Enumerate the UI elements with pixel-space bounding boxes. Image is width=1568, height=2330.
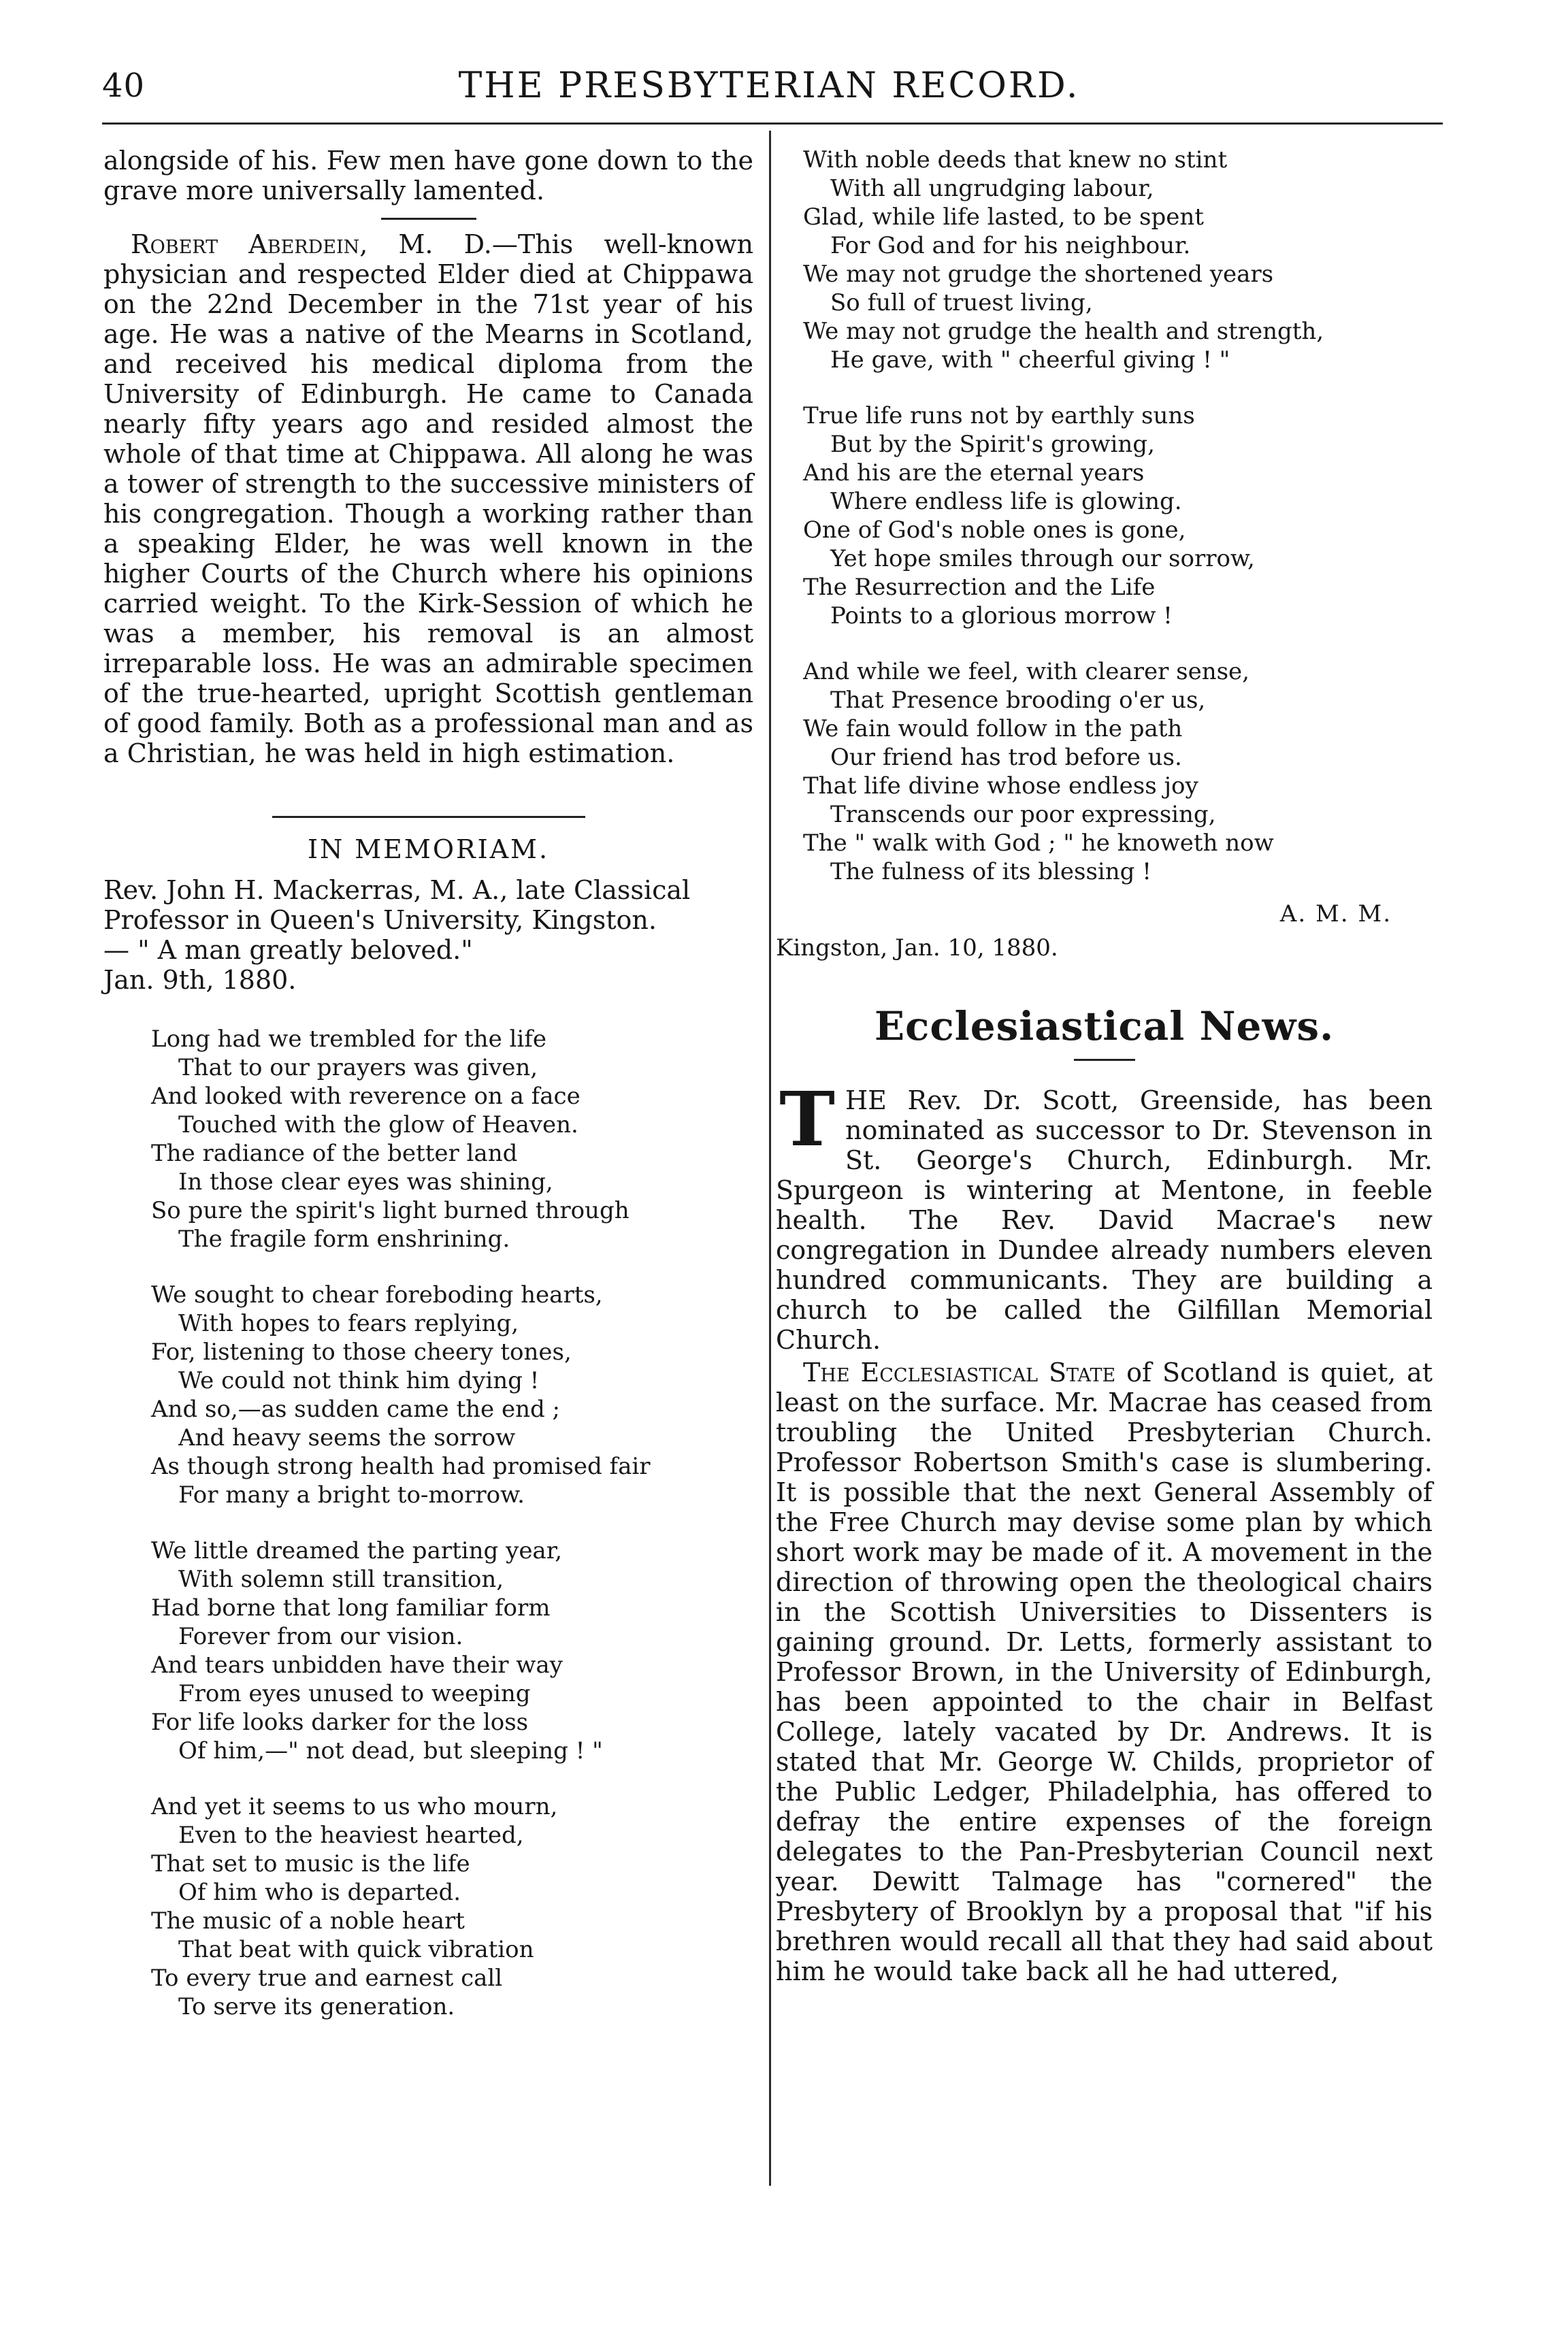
poem-line: To serve its generation. [178, 1993, 455, 2020]
poem-line: He gave, with " cheerful giving ! " [830, 346, 1230, 374]
poem-line: In those clear eyes was shining, [178, 1168, 553, 1196]
poem-line: The Resurrection and the Life [803, 574, 1156, 601]
left-column [103, 146, 753, 2021]
poem-line: With noble deeds that knew no stint [803, 146, 1228, 174]
poem-signature: A. M. M. [1279, 900, 1392, 928]
running-title: THE PRESBYTERIAN RECORD. [458, 65, 1080, 106]
page-number: 40 [102, 67, 146, 105]
poem-stanza [151, 1537, 753, 1765]
poem-line: For life looks darker for the loss [151, 1709, 529, 1736]
memoriam-quote: — " A man greatly beloved." [103, 935, 473, 965]
poem-line: For many a bright to-morrow. [178, 1481, 525, 1509]
header-rule [102, 122, 1443, 125]
news-heading: Ecclesiastical News. [874, 1003, 1335, 1049]
poem-line: The fulness of its blessing ! [830, 858, 1152, 885]
poem-line: With solemn still transition, [178, 1566, 504, 1593]
poem-line: And while we feel, with clearer sense, [803, 658, 1250, 685]
news-lead: The Ecclesiastical State [803, 1358, 1116, 1388]
poem-line: That set to music is the life [151, 1850, 470, 1877]
continued-paragraph: alongside of his. Few men have gone down to the grave more universally lamented. [103, 146, 753, 206]
poem-line: Had borne that long familiar form [151, 1594, 551, 1622]
poem-line: Even to the heaviest hearted, [178, 1822, 524, 1849]
poem-line: The fragile form enshrining. [178, 1226, 510, 1253]
poem-line: We may not grudge the shortened years [803, 261, 1274, 288]
poem-line: Transcends our poor expressing, [830, 801, 1216, 828]
poem-line: That beat with quick vibration [178, 1936, 534, 1963]
column-divider [769, 131, 771, 2186]
ecclesiastical-news [776, 1075, 1433, 1986]
right-column [776, 146, 1433, 1986]
poem-line: With hopes to fears replying, [178, 1310, 519, 1337]
poem-line: And his are the eternal years [803, 459, 1145, 487]
poem-line: We could not think him dying ! [178, 1367, 540, 1394]
poem-line: Long had we trembled for the life [151, 1025, 546, 1053]
memoriam-subject-line: Professor in Queen's University, Kingston. [103, 905, 657, 935]
poem-line: And yet it seems to us who mourn, [151, 1793, 558, 1820]
news-paragraph [776, 1075, 1433, 1355]
obituary-text: —This well-known physician and respected Elder died at Chippawa on the 22nd December in the 71st year of his age. He was a native of the Mearns in Scotland, and received his medical diploma from the University of Edinburgh. He came to Canada nearly fifty years ago and resided almost the whole of that time at Chippawa. All along he was a tower of strength to the successive ministers of his congregation. Though a working rather than a speaking Elder, he was well known in the higher Courts of the Church where his opinions carried weight. To the Kirk-Session of which he was a member, his removal is an almost irreparable loss. He was an admirable specimen of the true-hearted, upright Scottish gentleman of good family. Both as a professional man and as a Christian, he was held in high estimation. [103, 229, 753, 768]
poem-line: Our friend has trod before us. [830, 744, 1182, 771]
poem-line: And looked with reverence on a face [151, 1083, 581, 1110]
page-header [95, 63, 1443, 112]
poem-stanza [803, 146, 1433, 374]
poem-line: To every true and earnest call [151, 1965, 503, 1992]
poem-stanza [803, 657, 1433, 886]
poem-line: For God and for his neighbour. [830, 232, 1191, 259]
poem-line: We may not grudge the health and strength, [803, 318, 1324, 345]
poem-line: And heavy seems the sorrow [178, 1424, 516, 1451]
section-divider [381, 218, 476, 220]
poem-stanza [803, 401, 1433, 630]
poem-line: Glad, while life lasted, to be spent [803, 203, 1204, 231]
poem-line: One of God's noble ones is gone, [803, 516, 1186, 544]
poem-line: Of him who is departed. [178, 1879, 461, 1906]
poem-line: The music of a noble heart [151, 1907, 465, 1935]
poem-place-date: Kingston, Jan. 10, 1880. [776, 934, 1058, 962]
poem-line: The " walk with God ; " he knoweth now [803, 830, 1274, 857]
poem-line: The radiance of the better land [151, 1140, 518, 1167]
poem-line: That life divine whose endless joy [803, 772, 1198, 800]
poem-line: Where endless life is glowing. [830, 488, 1182, 515]
poem-line: Yet hope smiles through our sorrow, [830, 545, 1255, 572]
poem-line: True life runs not by earthly suns [803, 402, 1195, 429]
poem-line: And tears unbidden have their way [151, 1652, 563, 1679]
obituary-paragraph [103, 229, 753, 768]
poem-line: So full of truest living, [830, 289, 1093, 316]
section-divider [272, 816, 585, 818]
poem-stanza [151, 1792, 753, 2021]
poem-line: We little dreamed the parting year, [151, 1537, 563, 1564]
poem-line: We fain would follow in the path [803, 715, 1183, 742]
drop-cap: T [779, 1075, 835, 1163]
news-paragraph-text: of Scotland is quiet, at least on the surface. Mr. Macrae has ceased from troubling the United Presbyterian Church. Professor Robertson Smith's case is slumbering. It is possible that the next General Assembly of the Free Church may devise some plan by which short work may be made of it. A movement in the direction of throwing open the theological chairs in the Scottish Universities to Dissenters is gaining ground. Dr. Letts, formerly assistant to Professor Brown, in the University of Edinburgh, has been appointed to the chair in Belfast College, lately vacated by Dr. Andrews. It is stated that Mr. George W. Childs, proprietor of the Public Ledger, Philadelphia, has offered to defray the entire expenses of the foreign delegates to the Pan-Presbyterian Council next year. Dewitt Talmage has "cornered" the Presbytery of Brooklyn by a proposal that "if his brethren would recall all that they had said about him he would take back all he had uttered, [776, 1358, 1433, 1986]
poem-line: That to our prayers was given, [178, 1054, 538, 1081]
memoriam-title: IN MEMORIAM. [307, 834, 550, 864]
news-paragraph-text: HE Rev. Dr. Scott, Greenside, has been nominated as successor to Dr. Stevenson in St. George's Church, Edinburgh. Mr. Spurgeon is wintering at Mentone, in feeble health. The Rev. David Macrae's new congregation in Dundee already numbers eleven hundred communicants. They are building a church to be called the Gilfillan Memorial Church. [776, 1085, 1433, 1355]
memoriam-date: Jan. 9th, 1880. [103, 965, 297, 995]
poem-line: Forever from our vision. [178, 1623, 463, 1650]
obituary-name: Robert Aberdein, M. D. [131, 229, 492, 259]
memorial-poem [151, 1025, 753, 2021]
poem-line: So pure the spirit's light burned through [151, 1197, 630, 1224]
memoriam-subject-line: Rev. John H. Mackerras, M. A., late Classical [103, 875, 691, 905]
poem-line: But by the Spirit's growing, [830, 431, 1155, 458]
poem-line: Points to a glorious morrow ! [830, 602, 1173, 629]
section-divider [1074, 1059, 1135, 1061]
poem-line: Of him,—" not dead, but sleeping ! " [178, 1737, 603, 1765]
poem-line: We sought to chear foreboding hearts, [151, 1281, 603, 1309]
poem-stanza [151, 1025, 753, 1253]
poem-line: From eyes unused to weeping [178, 1680, 531, 1707]
news-paragraph [776, 1358, 1433, 1986]
memorial-poem-continued [803, 146, 1433, 886]
poem-line: Touched with the glow of Heaven. [178, 1111, 578, 1138]
poem-line: That Presence brooding o'er us, [830, 687, 1206, 714]
poem-line: As though strong health had promised fair [151, 1453, 651, 1480]
poem-line: And so,—as sudden came the end ; [151, 1396, 560, 1423]
poem-line: For, listening to those cheery tones, [151, 1339, 572, 1366]
poem-stanza [151, 1281, 753, 1509]
poem-line: With all ungrudging labour, [830, 175, 1154, 202]
